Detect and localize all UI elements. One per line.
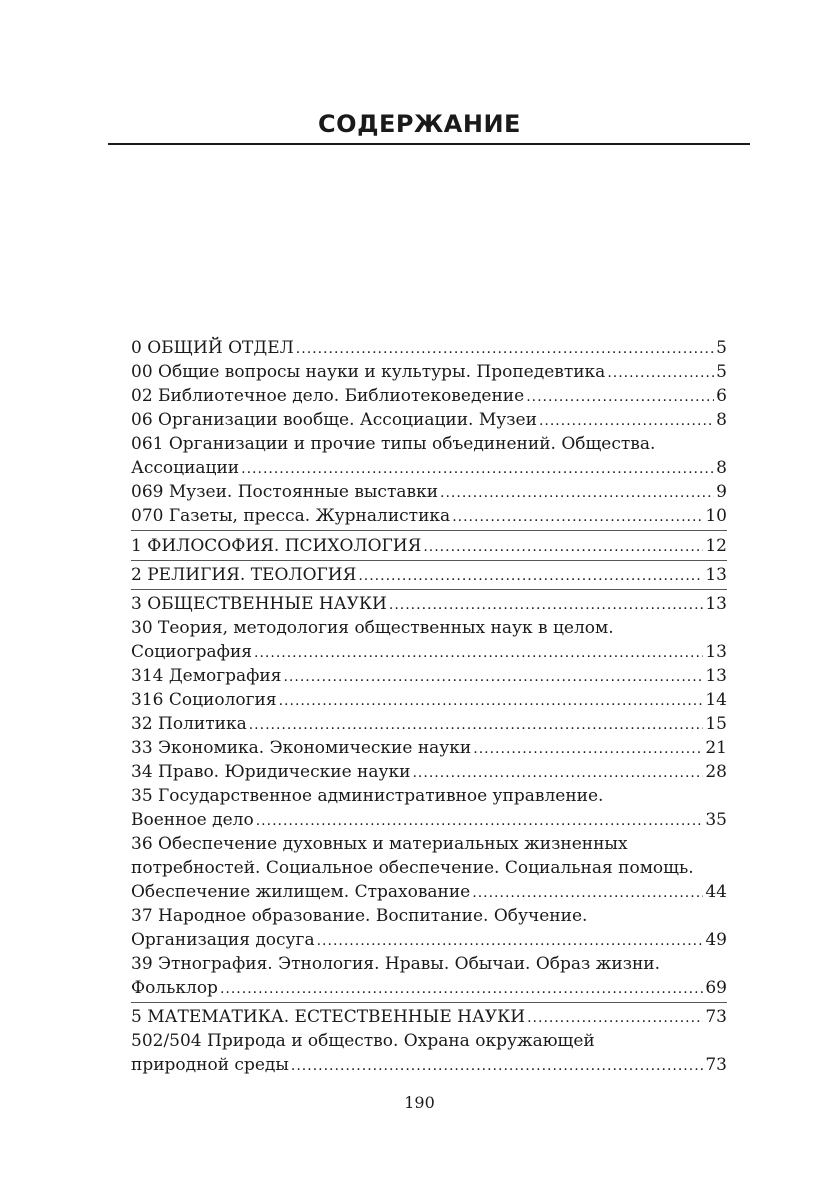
toc-entry-39-cont[interactable] xyxy=(131,976,727,1000)
toc-entry-061-cont[interactable] xyxy=(131,456,727,480)
toc-entry-36-cont2[interactable] xyxy=(131,856,727,880)
toc-entry-page: 8 xyxy=(716,410,727,430)
toc-entry-title: 33 Экономика. Экономические науки xyxy=(131,738,472,758)
dot-leader xyxy=(291,1054,703,1078)
toc-entry-316[interactable] xyxy=(131,688,727,712)
toc-entry-title-cont: потребностей. Социальное обеспечение. Социальная помощь. xyxy=(131,858,694,878)
toc-entry-title: 00 Общие вопросы науки и культуры. Пропедевтика xyxy=(131,362,606,382)
toc-entry-35-cont[interactable] xyxy=(131,808,727,832)
dot-leader xyxy=(472,881,703,905)
toc-entry-page: 49 xyxy=(705,930,727,950)
toc-entry-070[interactable] xyxy=(131,504,727,528)
toc-entry-title-cont: Обеспечение жилищем. Страхование xyxy=(131,882,471,902)
dot-leader xyxy=(256,809,704,833)
toc-entry-061[interactable] xyxy=(131,432,727,456)
toc-entry-title: 06 Организации вообще. Ассоциации. Музеи xyxy=(131,410,537,430)
toc-entry-page: 5 xyxy=(716,338,727,358)
toc-entry-title: 2 РЕЛИГИЯ. ТЕОЛОГИЯ xyxy=(131,565,357,585)
toc-entry-title: 36 Обеспечение духовных и материальных жизненных xyxy=(131,834,628,854)
toc-entry-page: 73 xyxy=(705,1055,727,1075)
dot-leader xyxy=(389,593,703,617)
toc-entry-page: 13 xyxy=(705,642,727,662)
section-divider xyxy=(131,589,727,590)
dot-leader xyxy=(539,409,714,433)
toc-entry-page: 73 xyxy=(705,1007,727,1027)
toc-entry-page: 6 xyxy=(716,386,727,406)
dot-leader xyxy=(440,481,714,505)
toc-entry-page: 28 xyxy=(705,762,727,782)
toc-entry-32[interactable] xyxy=(131,712,727,736)
dot-leader xyxy=(296,337,714,361)
dot-leader xyxy=(412,761,703,785)
toc-entry-page: 5 xyxy=(716,362,727,382)
toc-entry-06[interactable] xyxy=(131,408,727,432)
dot-leader xyxy=(241,457,714,481)
toc-entry-title-cont: природной среды xyxy=(131,1055,289,1075)
toc-entry-title-cont: Социография xyxy=(131,642,253,662)
toc-entry-30-cont[interactable] xyxy=(131,640,727,664)
toc-entry-37-cont[interactable] xyxy=(131,928,727,952)
dot-leader xyxy=(473,737,703,761)
toc-entry-title: 1 ФИЛОСОФИЯ. ПСИХОЛОГИЯ xyxy=(131,536,422,556)
toc-entry-page: 13 xyxy=(705,666,727,686)
toc-entry-2[interactable] xyxy=(131,563,727,587)
dot-leader xyxy=(452,505,703,529)
toc-entry-3[interactable] xyxy=(131,592,727,616)
toc-entry-39[interactable] xyxy=(131,952,727,976)
toc-entry-02[interactable] xyxy=(131,384,727,408)
toc-entry-title: 316 Социология xyxy=(131,690,277,710)
toc-entry-page: 44 xyxy=(705,882,727,902)
toc-entry-title: 069 Музеи. Постоянные выставки xyxy=(131,482,439,502)
dot-leader xyxy=(358,564,703,588)
page-title: СОДЕРЖАНИЕ xyxy=(318,110,521,138)
dot-leader xyxy=(526,385,714,409)
toc-entry-title-cont: Организация досуга xyxy=(131,930,315,950)
dot-leader xyxy=(527,1006,703,1030)
dot-leader xyxy=(220,977,703,1001)
toc-entry-page: 9 xyxy=(716,482,727,502)
page-number: 190 xyxy=(404,1093,435,1112)
toc-entry-title: 061 Организации и прочие типы объединений. Общества. xyxy=(131,434,656,454)
toc-entry-title: 30 Теория, методология общественных наук в целом. xyxy=(131,618,614,638)
toc-entry-title: 5 МАТЕМАТИКА. ЕСТЕСТВЕННЫЕ НАУКИ xyxy=(131,1007,526,1027)
toc-entry-page: 13 xyxy=(705,565,727,585)
toc-entry-page: 13 xyxy=(705,594,727,614)
toc-entry-page: 21 xyxy=(705,738,727,758)
toc-entry-title: 32 Политика xyxy=(131,714,247,734)
section-divider xyxy=(131,1002,727,1003)
toc-entry-title: 39 Этнография. Этнология. Нравы. Обычаи. Образ жизни. xyxy=(131,954,661,974)
toc-entry-title: 070 Газеты, пресса. Журналистика xyxy=(131,506,451,526)
toc-entry-0[interactable] xyxy=(131,336,727,360)
toc-entry-title: 02 Библиотечное дело. Библиотековедение xyxy=(131,386,525,406)
toc-entry-title: 0 ОБЩИЙ ОТДЕЛ xyxy=(131,338,294,358)
section-divider xyxy=(131,560,727,561)
toc-entry-page: 12 xyxy=(705,536,727,556)
toc-entry-title-cont: Фольклор xyxy=(131,978,218,998)
toc-entry-30[interactable] xyxy=(131,616,727,640)
toc-entry-title: 3 ОБЩЕСТВЕННЫЕ НАУКИ xyxy=(131,594,387,614)
toc-entry-36-cont[interactable] xyxy=(131,880,727,904)
toc-entry-502-504[interactable] xyxy=(131,1029,727,1053)
toc-entry-title: 37 Народное образование. Воспитание. Обучение. xyxy=(131,906,588,926)
dot-leader xyxy=(249,713,704,737)
toc-entry-title-cont: Ассоциации xyxy=(131,458,240,478)
toc-entry-069[interactable] xyxy=(131,480,727,504)
toc-entry-page: 35 xyxy=(705,810,727,830)
dot-leader xyxy=(607,361,714,385)
toc-entry-00[interactable] xyxy=(131,360,727,384)
section-divider xyxy=(131,530,727,531)
toc-entry-page: 8 xyxy=(716,458,727,478)
toc-entry-title-cont: Военное дело xyxy=(131,810,254,830)
toc-entry-36[interactable] xyxy=(131,832,727,856)
toc-entry-37[interactable] xyxy=(131,904,727,928)
toc-entry-502-504-cont[interactable] xyxy=(131,1053,727,1077)
toc-entry-title: 35 Государственное административное управление. xyxy=(131,786,604,806)
toc-entry-page: 10 xyxy=(705,506,727,526)
toc-entry-33[interactable] xyxy=(131,736,727,760)
toc-entry-page: 14 xyxy=(705,690,727,710)
dot-leader xyxy=(423,535,703,559)
dot-leader xyxy=(283,665,703,689)
toc-entry-page: 15 xyxy=(705,714,727,734)
toc-entry-1[interactable] xyxy=(131,534,727,558)
toc-entry-title: 34 Право. Юридические науки xyxy=(131,762,411,782)
toc-entry-35[interactable] xyxy=(131,784,727,808)
toc-entry-5[interactable] xyxy=(131,1005,727,1029)
toc-entry-title: 502/504 Природа и общество. Охрана окружающей xyxy=(131,1031,595,1051)
dot-leader xyxy=(254,641,703,665)
toc-entry-34[interactable] xyxy=(131,760,727,784)
toc-entry-314[interactable] xyxy=(131,664,727,688)
table-of-contents xyxy=(131,0,727,1190)
toc-entry-page: 69 xyxy=(705,978,727,998)
dot-leader xyxy=(279,689,704,713)
toc-entry-title: 314 Демография xyxy=(131,666,282,686)
dot-leader xyxy=(317,929,704,953)
